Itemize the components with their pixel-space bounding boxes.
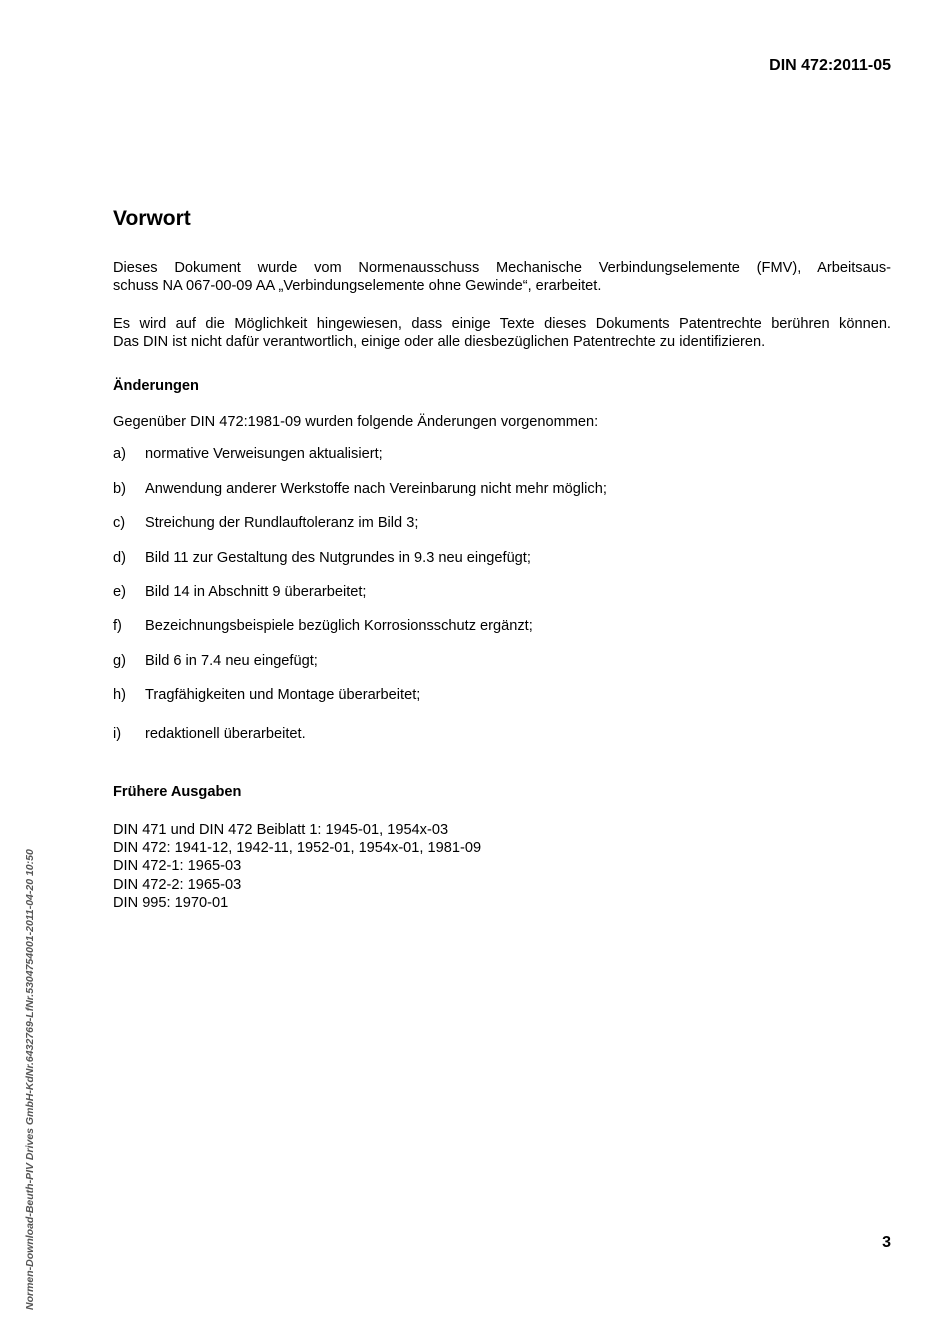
edition-line: DIN 472-2: 1965-03	[113, 876, 242, 893]
download-watermark: Normen-Download-Beuth-PIV Drives GmbH-KdNr.6432769-LfNr.5304754001-2011-04-20 10:50	[24, 849, 36, 1310]
list-marker: f)	[113, 618, 122, 635]
list-item	[113, 480, 891, 498]
list-marker: b)	[113, 480, 126, 497]
list-marker: h)	[113, 687, 126, 704]
changes-intro: Gegenüber DIN 472:1981-09 wurden folgende Änderungen vorgenommen:	[113, 414, 599, 431]
list-item	[113, 549, 891, 567]
list-item	[113, 583, 891, 601]
list-item	[113, 652, 891, 670]
page-content	[113, 205, 891, 913]
edition-line: DIN 995: 1970-01	[113, 895, 229, 912]
list-item-text: Tragfähigkeiten und Montage überarbeitet;	[145, 687, 421, 704]
list-marker: a)	[113, 446, 126, 463]
page-number: 3	[882, 1234, 891, 1251]
list-item	[113, 617, 891, 635]
paragraph-line: schuss NA 067-00-09 AA „Verbindungselemente ohne Gewinde“, erarbeitet.	[113, 278, 602, 295]
foreword-paragraph-2	[113, 315, 891, 352]
list-marker: i)	[113, 725, 122, 742]
foreword-paragraph-1	[113, 259, 891, 296]
list-item-text: Bild 11 zur Gestaltung des Nutgrundes in 9.3 neu eingefügt;	[145, 549, 531, 566]
paragraph-line: Dieses Dokument wurde vom Normenausschuss Mechanische Verbindungselemente (FMV), Arbeitsaus-	[113, 260, 891, 276]
list-item	[113, 445, 891, 463]
list-item	[113, 725, 891, 743]
edition-line: DIN 472-1: 1965-03	[113, 858, 242, 875]
list-marker: e)	[113, 584, 126, 601]
changes-list	[113, 445, 891, 743]
earlier-editions-list	[113, 821, 891, 913]
section-title: Vorwort	[113, 207, 191, 230]
list-item-text: Anwendung anderer Werkstoffe nach Vereinbarung nicht mehr möglich;	[145, 480, 607, 497]
edition-line: DIN 472: 1941-12, 1942-11, 1952-01, 1954x-01, 1981-09	[113, 839, 482, 856]
list-item-text: Streichung der Rundlauftoleranz im Bild 3;	[145, 515, 419, 532]
list-item-text: Bild 6 in 7.4 neu eingefügt;	[145, 652, 318, 669]
document-id: DIN 472:2011-05	[769, 57, 891, 74]
paragraph-line: Das DIN ist nicht dafür verantwortlich, einige oder alle diesbezüglichen Patentrechte zu identifizieren.	[113, 334, 766, 351]
list-item	[113, 514, 891, 532]
list-marker: c)	[113, 515, 126, 532]
list-item-text: redaktionell überarbeitet.	[145, 725, 306, 742]
list-item-text: Bezeichnungsbeispiele bezüglich Korrosionsschutz ergänzt;	[145, 618, 533, 635]
paragraph-line: Es wird auf die Möglichkeit hingewiesen, dass einige Texte dieses Dokuments Patentrechte berühren können.	[113, 315, 891, 332]
edition-line: DIN 471 und DIN 472 Beiblatt 1: 1945-01, 1954x-03	[113, 821, 449, 838]
changes-heading: Änderungen	[113, 377, 199, 394]
list-item-text: Bild 14 in Abschnitt 9 überarbeitet;	[145, 584, 367, 601]
list-item	[113, 686, 891, 704]
list-item-text: normative Verweisungen aktualisiert;	[145, 446, 383, 463]
list-marker: d)	[113, 549, 126, 566]
earlier-editions-heading: Frühere Ausgaben	[113, 784, 242, 801]
list-marker: g)	[113, 652, 126, 669]
